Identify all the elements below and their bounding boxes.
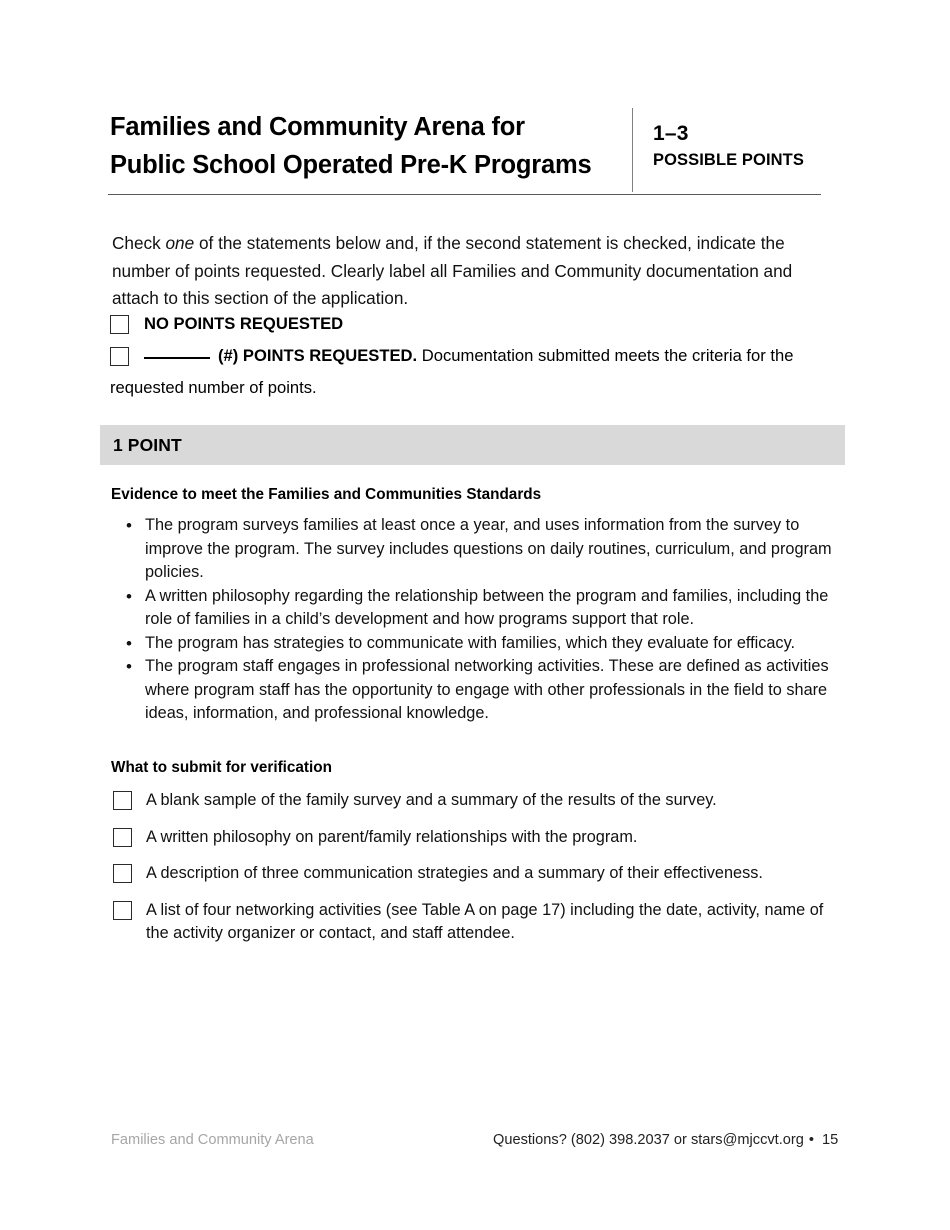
page-title	[110, 108, 630, 184]
footer-questions-text: Questions? (802) 398.2037 or stars@mjccvt.org	[493, 1132, 804, 1148]
intro-text-after: of the statements below and, if the second statement is checked, indicate the number of points requested. Clearly label all Families and Community documentation and attach to this section of the application.	[112, 233, 793, 309]
checkbox-submit-item-1[interactable]	[113, 791, 132, 810]
list-item[interactable]	[113, 862, 841, 886]
no-points-requested-label: NO POINTS REQUESTED	[144, 314, 344, 333]
no-points-requested-row[interactable]	[110, 312, 840, 336]
points-range: 1–3	[653, 122, 689, 145]
header-horizontal-rule	[108, 194, 821, 195]
section-header-label: 1 POINT	[113, 434, 182, 455]
list-item[interactable]	[113, 899, 841, 946]
possible-points-block	[633, 108, 804, 172]
checkbox-points-requested[interactable]	[110, 347, 129, 366]
footer-page-number: 15	[822, 1132, 839, 1148]
checkbox-no-points-requested[interactable]	[110, 315, 129, 334]
submit-verification-list	[113, 789, 841, 959]
evidence-heading: Evidence to meet the Families and Communities Standards	[111, 486, 542, 503]
points-requested-continuation: requested number of points.	[110, 378, 317, 397]
checkbox-submit-item-3[interactable]	[113, 864, 132, 883]
points-requested-label	[144, 344, 793, 368]
list-item: • A written philosophy regarding the relationship between the program and families, including the role of families in a child’s development and how programs support that role.	[111, 585, 841, 632]
footer-separator-dot: •	[808, 1132, 814, 1148]
points-requested-row[interactable]	[110, 344, 840, 368]
submit-item-label: A written philosophy on parent/family relationships with the program.	[146, 827, 638, 846]
list-item: • The program has strategies to communicate with families, which they evaluate for efficacy.	[111, 632, 841, 656]
points-label: POSSIBLE POINTS	[653, 151, 804, 169]
submit-item-label: A description of three communication strategies and a summary of their effectiveness.	[146, 864, 763, 882]
list-item[interactable]	[113, 826, 841, 850]
list-item: • The program staff engages in professional networking activities. These are defined as activities where program staff has the opportunity to engage with other professionals in the field to share ideas, information, and professional knowledge.	[111, 655, 841, 726]
checkbox-submit-item-4[interactable]	[113, 901, 132, 920]
list-item: • The program surveys families at least once a year, and uses information from the survey to improve the program. The survey includes questions on daily routines, curriculum, and program policies.	[111, 514, 841, 585]
page-title-line-1: Families and Community Arena for	[110, 113, 525, 141]
points-requested-description: Documentation submitted meets the criteria for the	[417, 346, 794, 365]
footer-contact	[493, 1132, 838, 1148]
point-request-options	[110, 312, 840, 400]
submit-verification-heading: What to submit for verification	[111, 759, 332, 776]
submit-item-label: A list of four networking activities (see Table A on page 17) including the date, activity, name of the activity organizer or contact, and staff attendee.	[146, 900, 824, 942]
list-item[interactable]	[113, 789, 841, 813]
checkbox-submit-item-2[interactable]	[113, 828, 132, 847]
footer-section-name: Families and Community Arena	[111, 1132, 314, 1148]
intro-paragraph	[112, 230, 842, 313]
header-row	[110, 108, 822, 192]
points-requested-bold-label: (#) POINTS REQUESTED.	[218, 346, 418, 365]
page-title-line-2: Public School Operated Pre-K Programs	[110, 151, 592, 179]
intro-text-before: Check	[112, 233, 166, 254]
evidence-list	[111, 514, 841, 726]
page-header	[110, 108, 822, 192]
intro-emphasis: one	[165, 233, 195, 254]
points-number-blank-field[interactable]	[144, 357, 210, 359]
section-header-bar	[100, 425, 845, 465]
submit-item-label: A blank sample of the family survey and a summary of the results of the survey.	[146, 791, 717, 809]
